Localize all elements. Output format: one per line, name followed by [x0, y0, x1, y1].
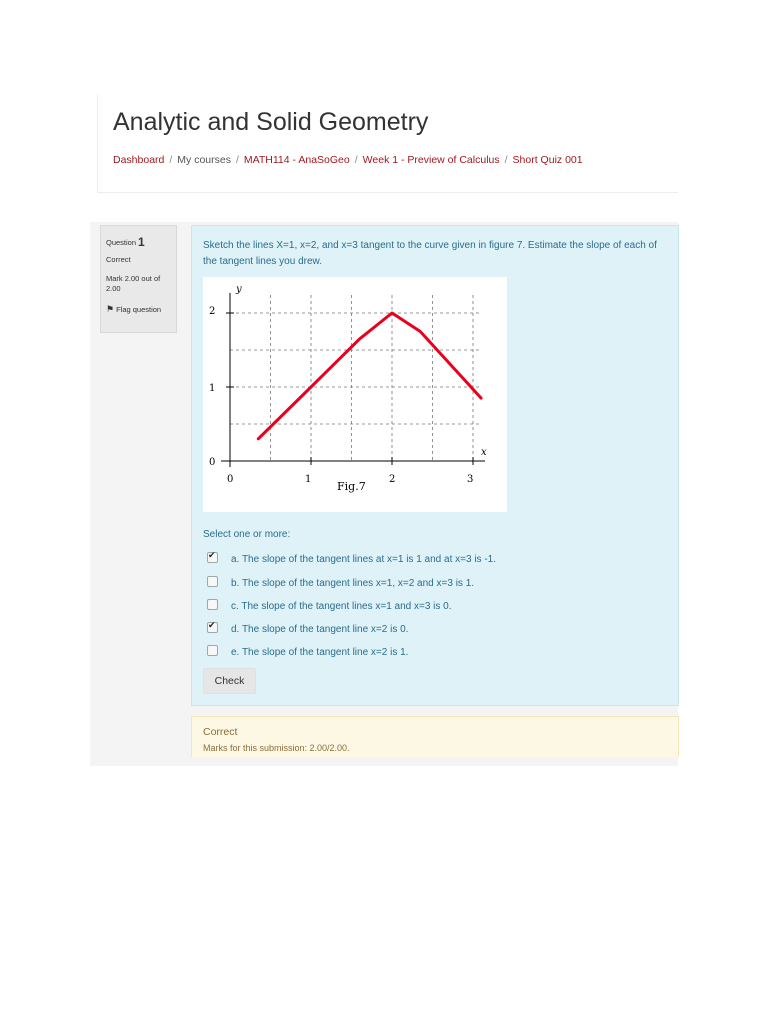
breadcrumb-separator: / — [169, 154, 173, 166]
question-label: Question — [106, 238, 137, 247]
breadcrumb-my-courses: My courses — [177, 154, 231, 166]
x-tick-label-3: 3 — [467, 474, 474, 485]
question-info-panel — [100, 225, 177, 333]
question-state: Correct — [106, 255, 131, 264]
feedback-box — [191, 716, 679, 757]
curve-line — [258, 313, 481, 439]
answer-option-a[interactable] — [207, 552, 496, 566]
breadcrumb-separator: / — [235, 154, 239, 166]
answer-option-text: a. The slope of the tangent lines at x=1 is 1 and at x=3 is -1. — [231, 554, 496, 565]
question-number: 1 — [138, 235, 145, 249]
answer-option-text: b. The slope of the tangent lines x=1, x=2 and x=3 is 1. — [231, 578, 475, 589]
answer-option-text: d. The slope of the tangent line x=2 is 0. — [231, 624, 409, 635]
question-grade: Mark 2.00 out of 2.00 — [106, 274, 161, 293]
question-formulation — [191, 225, 679, 706]
flag-icon: ⚑ — [106, 304, 115, 314]
graph-figure — [203, 277, 507, 512]
feedback-marks: Marks for this submission: 2.00/2.00. — [203, 743, 350, 753]
y-axis-label: y — [236, 284, 242, 295]
y-tick-label-1: 1 — [209, 383, 216, 394]
breadcrumb-week[interactable]: Week 1 - Preview of Calculus — [362, 154, 500, 166]
answer-option-b[interactable] — [207, 576, 474, 590]
breadcrumb — [113, 154, 583, 166]
quiz-content-area — [90, 222, 678, 766]
checkbox-c[interactable] — [207, 599, 218, 610]
flag-question-label: Flag question — [116, 305, 162, 314]
checkbox-d[interactable] — [207, 622, 218, 633]
x-tick-label-2: 2 — [389, 474, 396, 485]
page-header — [97, 95, 678, 193]
breadcrumb-dashboard[interactable]: Dashboard — [113, 154, 165, 166]
graph-grid — [230, 295, 481, 461]
answer-option-text: c. The slope of the tangent lines x=1 and x=3 is 0. — [231, 601, 452, 612]
y-tick-label-0: 0 — [209, 457, 216, 468]
checkbox-a[interactable] — [207, 552, 218, 563]
course-title: Analytic and Solid Geometry — [113, 108, 429, 136]
figure-image — [203, 277, 507, 512]
breadcrumb-separator: / — [504, 154, 508, 166]
question-text: Sketch the lines X=1, x=2, and x=3 tangent to the curve given in figure 7. Estimate the slope of each of the tangent lines you drew. — [203, 240, 657, 267]
breadcrumb-quiz[interactable]: Short Quiz 001 — [512, 154, 583, 166]
checkbox-e[interactable] — [207, 645, 218, 656]
question-number-label — [106, 235, 145, 249]
axis-ticks — [226, 313, 473, 465]
answer-prompt: Select one or more: — [203, 529, 291, 540]
figure-caption: Fig.7 — [337, 480, 366, 493]
y-tick-label-2: 2 — [209, 306, 216, 317]
checkbox-b[interactable] — [207, 576, 218, 587]
breadcrumb-course[interactable]: MATH114 - AnaSoGeo — [243, 154, 350, 166]
answer-option-e[interactable] — [207, 645, 408, 659]
breadcrumb-separator: / — [354, 154, 358, 166]
check-button[interactable]: Check — [203, 668, 256, 694]
answer-option-d[interactable] — [207, 622, 408, 636]
x-axis-label: x — [481, 447, 487, 458]
answer-option-c[interactable] — [207, 599, 452, 613]
feedback-state: Correct — [203, 726, 238, 738]
flag-question-link[interactable] — [106, 304, 172, 315]
answer-option-text: e. The slope of the tangent line x=2 is 1. — [231, 647, 409, 658]
x-tick-label-0: 0 — [227, 474, 234, 485]
x-tick-label-1: 1 — [305, 474, 312, 485]
